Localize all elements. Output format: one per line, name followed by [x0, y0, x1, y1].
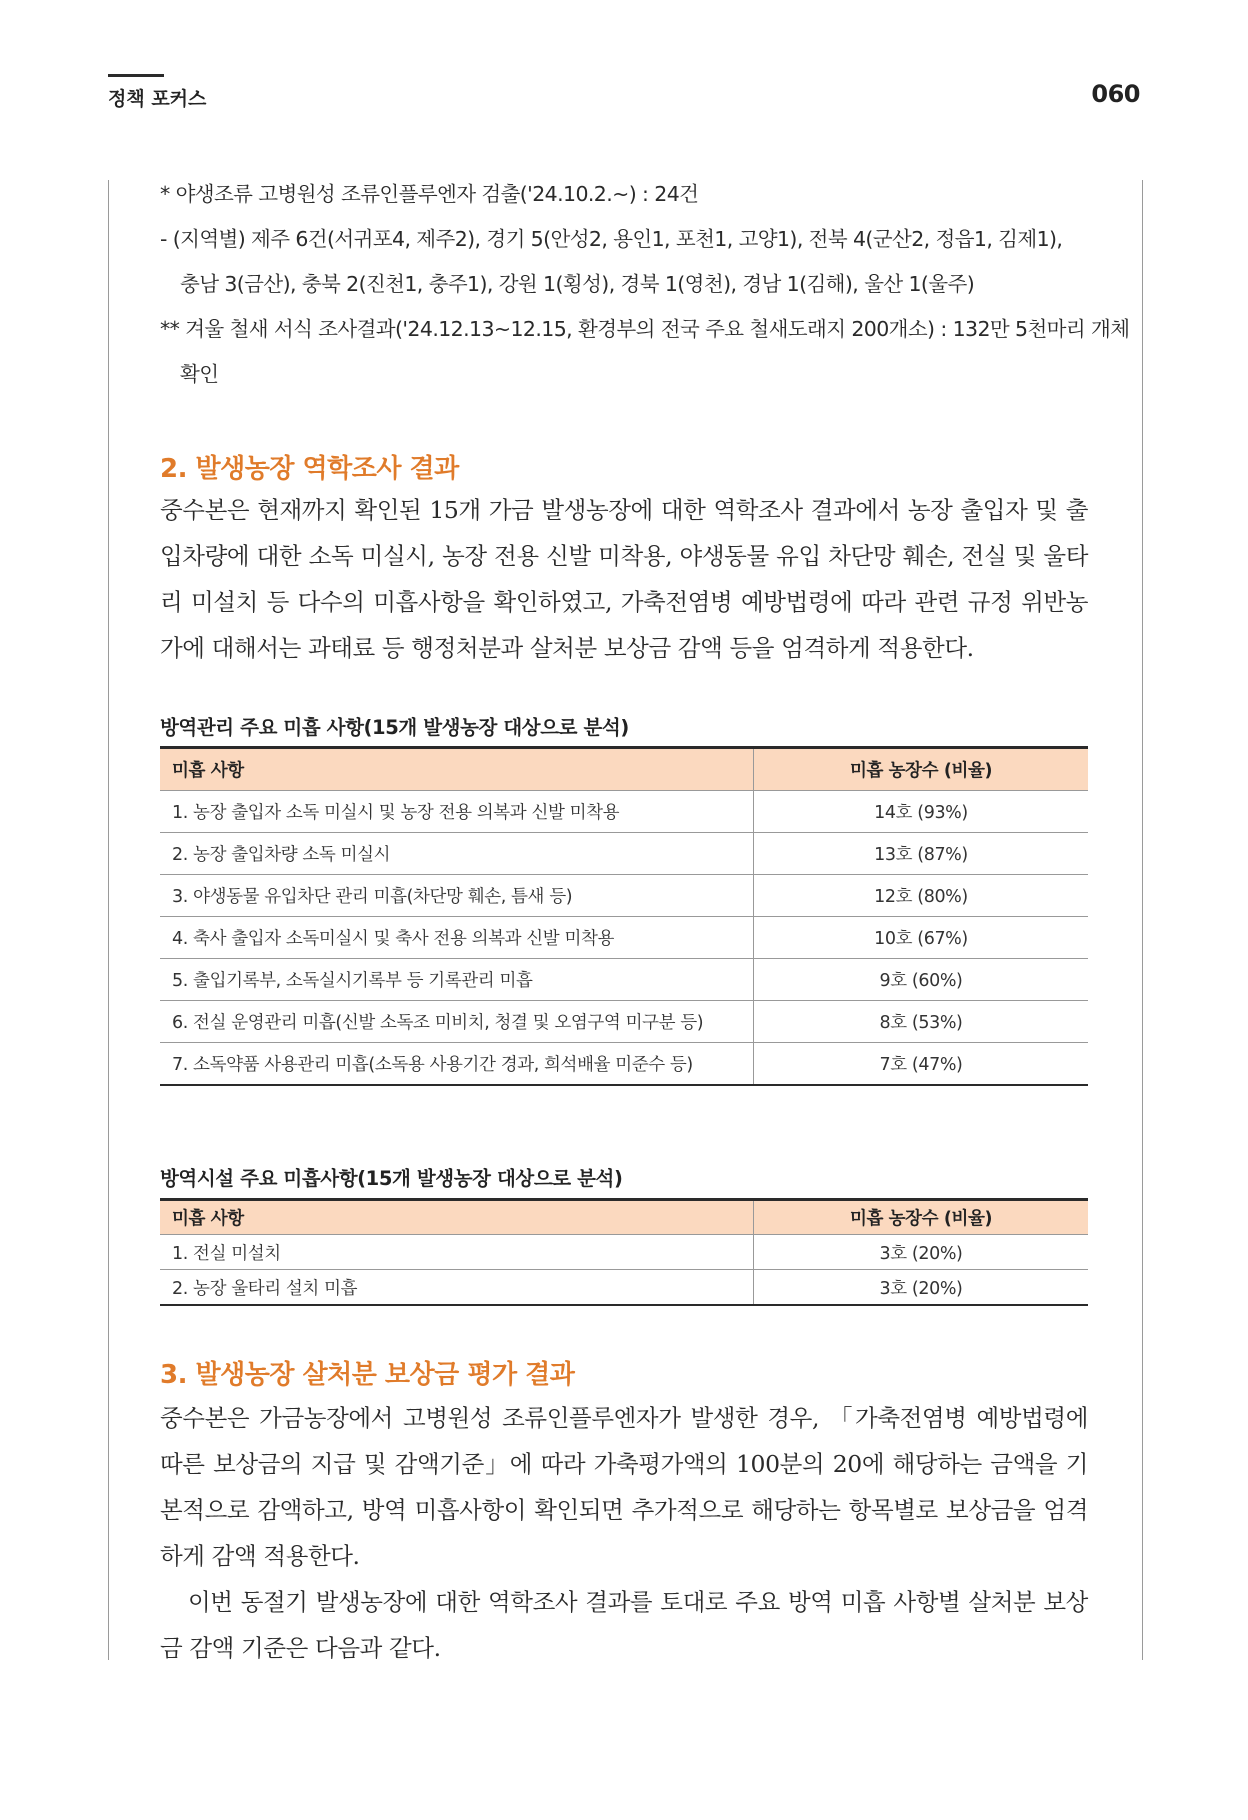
table-cell: 8호 (53%)	[754, 1001, 1089, 1043]
table-header-cell: 미흡 사항	[160, 1200, 754, 1235]
table-row	[160, 917, 1088, 959]
table-cell: 13호 (87%)	[754, 833, 1089, 875]
table-row	[160, 791, 1088, 833]
page-number: 060	[1091, 80, 1140, 108]
table-cell: 1. 전실 미설치	[160, 1235, 754, 1270]
section2-body	[160, 487, 1088, 671]
table-cell: 12호 (80%)	[754, 875, 1089, 917]
table1	[160, 746, 1088, 1086]
right-margin-rule	[1142, 180, 1143, 1660]
table-row	[160, 1001, 1088, 1043]
table1-title: 방역관리 주요 미흡 사항(15개 발생농장 대상으로 분석)	[160, 716, 629, 739]
table-row	[160, 1043, 1088, 1086]
table-cell: 4. 축사 출입자 소독미실시 및 축사 전용 의복과 신발 미착용	[160, 917, 754, 959]
table-cell: 9호 (60%)	[754, 959, 1089, 1001]
table-header-cell: 미흡 농장수 (비율)	[754, 748, 1089, 791]
note-line: * 야생조류 고병원성 조류인플루엔자 검출('24.10.2.~) : 24건	[160, 182, 699, 206]
note-line: ** 겨울 철새 서식 조사결과('24.12.13~12.15, 환경부의 전국 주요 철새도래지 200개소) : 132만 5천마리 개체	[160, 317, 1130, 341]
footnotes-block	[160, 172, 1130, 397]
table-row	[160, 1270, 1088, 1306]
note-line: 충남 3(금산), 충북 2(진천1, 충주1), 강원 1(횡성), 경북 1(영천), 경남 1(김해), 울산 1(울주)	[180, 272, 975, 296]
table-cell: 2. 농장 울타리 설치 미흡	[160, 1270, 754, 1306]
left-margin-rule	[108, 180, 109, 1660]
table-cell: 1. 농장 출입자 소독 미실시 및 농장 전용 의복과 신발 미착용	[160, 791, 754, 833]
table-cell: 3호 (20%)	[754, 1270, 1089, 1306]
section3-heading: 3. 발생농장 살처분 보상금 평가 결과	[160, 1360, 575, 1390]
table-header-cell: 미흡 농장수 (비율)	[754, 1200, 1089, 1235]
section3-paragraph: 중수본은 가금농장에서 고병원성 조류인플루엔자가 발생한 경우, 「가축전염병 예방법령에 따른 보상금의 지급 및 감액기준」에 따라 가축평가액의 100분의 20에 해당하는 금액을 기본적으로 감액하고, 방역 미흡사항이 확인되면 추가적으로 해당하는 항목별로 보상금을 엄격하게 감액 적용한다.	[160, 1404, 1088, 1570]
note-line: - (지역별) 제주 6건(서귀포4, 제주2), 경기 5(안성2, 용인1, 포천1, 고양1), 전북 4(군산2, 정읍1, 김제1),	[160, 227, 1063, 251]
table-cell: 7호 (47%)	[754, 1043, 1089, 1086]
table-cell: 3호 (20%)	[754, 1235, 1089, 1270]
table-cell: 6. 전실 운영관리 미흡(신발 소독조 미비치, 청결 및 오염구역 미구분 등)	[160, 1001, 754, 1043]
table-cell: 7. 소독약품 사용관리 미흡(소독용 사용기간 경과, 희석배율 미준수 등)	[160, 1043, 754, 1086]
table-row	[160, 1235, 1088, 1270]
section3-body	[160, 1395, 1088, 1671]
table-row	[160, 833, 1088, 875]
table-cell: 14호 (93%)	[754, 791, 1089, 833]
section3-paragraph: 이번 동절기 발생농장에 대한 역학조사 결과를 토대로 주요 방역 미흡 사항별 살처분 보상금 감액 기준은 다음과 같다.	[160, 1588, 1088, 1662]
table-header-cell: 미흡 사항	[160, 748, 754, 791]
table-header-row	[160, 1200, 1088, 1235]
section2-paragraph: 중수본은 현재까지 확인된 15개 가금 발생농장에 대한 역학조사 결과에서 농장 출입자 및 출입차량에 대한 소독 미실시, 농장 전용 신발 미착용, 야생동물 유입 차단망 훼손, 전실 및 울타리 미설치 등 다수의 미흡사항을 확인하였고, 가축전염병 예방법령에 따라 관련 규정 위반농가에 대해서는 과태료 등 행정처분과 살처분 보상금 감액 등을 엄격하게 적용한다.	[160, 496, 1088, 662]
table2	[160, 1198, 1088, 1306]
header-rule	[108, 74, 164, 77]
table-row	[160, 875, 1088, 917]
note-line: 확인	[180, 362, 219, 386]
section-label: 정책 포커스	[108, 88, 207, 110]
table-header-row	[160, 748, 1088, 791]
table-cell: 2. 농장 출입차량 소독 미실시	[160, 833, 754, 875]
table-cell: 5. 출입기록부, 소독실시기록부 등 기록관리 미흡	[160, 959, 754, 1001]
table2-title: 방역시설 주요 미흡사항(15개 발생농장 대상으로 분석)	[160, 1167, 623, 1190]
table-cell: 10호 (67%)	[754, 917, 1089, 959]
table-cell: 3. 야생동물 유입차단 관리 미흡(차단망 훼손, 틈새 등)	[160, 875, 754, 917]
section2-heading: 2. 발생농장 역학조사 결과	[160, 454, 459, 484]
table-row	[160, 959, 1088, 1001]
